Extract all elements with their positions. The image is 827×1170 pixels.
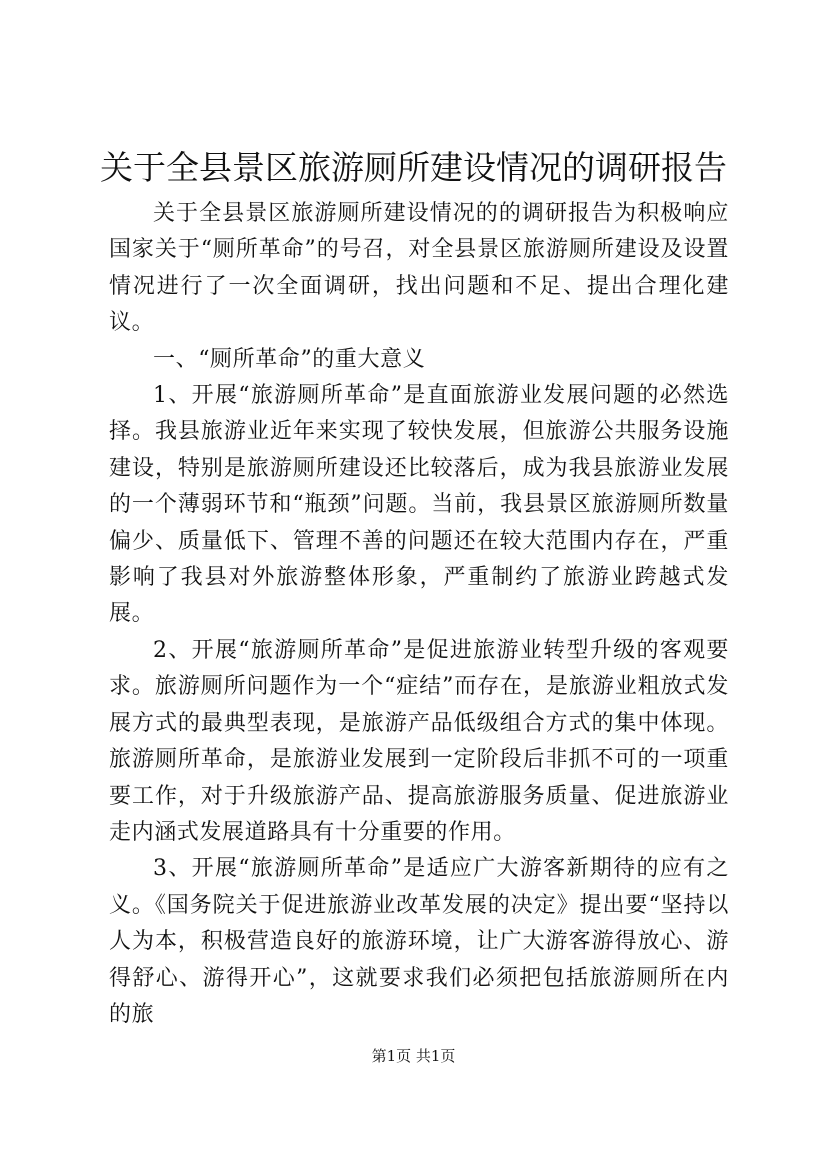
page-footer: 第1页 共1页 (371, 1047, 456, 1065)
section-heading: 一、“厕所革命”的重大意义 (153, 346, 426, 372)
document-body (109, 196, 729, 1033)
paragraph-point-3: 3、开展“旅游厕所革命”是适应广大游客新期待的应有之义。《国务院关于促进旅游业改革发展的决定》提出要“坚持以人为本，积极营造良好的旅游环境，让广大游客游得放心、游得舒心、游得开心”，这就要求我们必须把包括旅游厕所在内的旅 (109, 856, 729, 1027)
paragraph-intro: 关于全县景区旅游厕所建设情况的的调研报告为积极响应国家关于“厕所革命”的号召，对全县景区旅游厕所建设及设置情况进行了一次全面调研，找出问题和不足、提出合理化建议。 (109, 201, 729, 336)
paragraph-point-2: 2、开展“旅游厕所革命”是促进旅游业转型升级的客观要求。旅游厕所问题作为一个“症结”而存在，是旅游业粗放式发展方式的最典型表现，是旅游产品低级组合方式的集中体现。旅游厕所革命，是旅游业发展到一定阶段后非抓不可的一项重要工作，对于升级旅游产品、提高旅游服务质量、促进旅游业走内涵式发展道路具有十分重要的作用。 (109, 637, 729, 845)
document-title: 关于全县景区旅游厕所建设情况的调研报告 (100, 148, 727, 187)
paragraph-point-1: 1、开展“旅游厕所革命”是直面旅游业发展问题的必然选择。我县旅游业近年来实现了较快发展，但旅游公共服务设施建设，特别是旅游厕所建设还比较落后，成为我县旅游业发展的一个薄弱环节和“瓶颈”问题。当前，我县景区旅游厕所数量偏少、质量低下、管理不善的问题还在较大范围内存在，严重影响了我县对外旅游整体形象，严重制约了旅游业跨越式发展。 (109, 383, 729, 627)
